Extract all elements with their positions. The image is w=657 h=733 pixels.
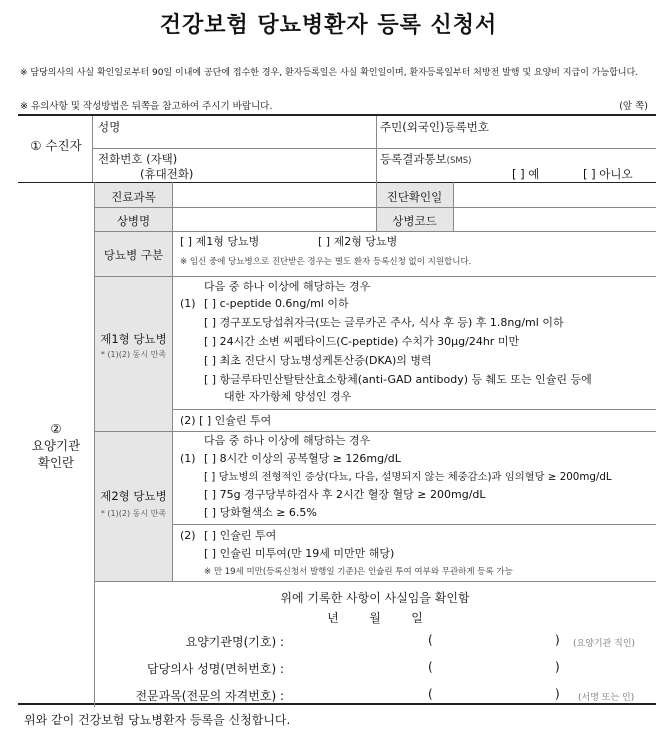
specialty-field[interactable] [436,685,554,701]
type1-item-autoantibody-cont: 대한 자가항체 양성인 경우 [224,390,352,403]
doctor-label: 담당의사 성명(면허번호) : [147,662,284,676]
notice-guide-text: ※ 유의사항 및 작성방법은 뒤쪽을 참고하여 주시기 바랍니다. [20,101,273,112]
notify-sms-label: (SMS) [446,156,472,166]
type2-cond2-number: (2) [180,529,196,542]
application-form [18,114,656,705]
specialty-paren-open: ( [428,687,433,701]
applicant-section-label: ① 수진자 [30,138,82,153]
resident-number-field[interactable] [380,134,650,147]
diabetes-type-label: 당뇨병 구분 [103,248,164,262]
institution-section-label [18,420,94,471]
doctor-field[interactable] [436,658,554,674]
type1-intro: 다음 중 하나 이상에 해당하는 경우 [204,280,371,293]
inst-name-field[interactable] [436,631,554,647]
type1-checkbox[interactable]: [ ] 제1형 당뇨병 [180,235,260,248]
disease-code-field[interactable] [458,210,652,228]
notify-label [380,151,471,167]
type1-item-dka[interactable]: [ ] 최초 진단시 당뇨병성케톤산증(DKA)의 병력 [204,354,432,367]
disease-code-label: 상병코드 [392,214,437,228]
type2-item-no-insulin[interactable]: [ ] 인슐린 미투여(만 19세 미만만 해당) [204,547,395,560]
institution-section-line2: 확인란 [37,455,75,470]
type2-sub-note: * (1)(2) 동시 만족 [100,509,167,518]
notice-guide [20,98,648,112]
page-side-label: (앞 쪽) [619,101,648,112]
type2-item-fasting[interactable]: [ ] 8시간 이상의 공복혈당 ≥ 126mg/dL [204,452,401,465]
type1-item-urine-c-peptide[interactable]: [ ] 24시간 소변 씨펩타이드(C-peptide) 수치가 30μg/24hr 미만 [204,335,520,348]
doctor-paren-close: ) [555,660,560,674]
type2-label: 제2형 당뇨병 [100,489,167,503]
institution-section-number: ② [50,421,62,436]
name-label: 성명 [98,120,121,134]
resident-number-label: 주민(외국인)등록번호 [380,120,489,134]
specialty-paren-close: ) [555,687,560,701]
footer-statement: 위와 같이 건강보험 당뇨병환자 등록을 신청합니다. [24,713,291,727]
notify-no-checkbox[interactable]: [ ] 아니오 [583,167,633,181]
type2-item-ogtt[interactable]: [ ] 75g 경구당부하검사 후 2시간 혈장 혈당 ≥ 200mg/dL [204,488,486,501]
pregnancy-note: ※ 임신 중에 당뇨병으로 진단받은 경우는 별도 환자 등록신청 없이 지원합니다. [180,257,472,267]
type2-item-insulin[interactable]: [ ] 인슐린 투여 [204,529,277,542]
type2-checkbox[interactable]: [ ] 제2형 당뇨병 [318,235,398,248]
confirm-date[interactable]: 년 월 일 [327,611,423,625]
type1-item-glucose-stimulation[interactable]: [ ] 경구포도당섭취자극(또는 글루카곤 주사, 식사 후 등) 후 1.8ng/ml 이하 [204,316,564,329]
type1-item-insulin[interactable]: (2) [ ] 인슐린 투여 [180,414,272,427]
doctor-paren-open: ( [428,660,433,674]
inst-name-label: 요양기관명(기호) : [185,635,284,649]
specialty-label: 전문과목(전문의 자격번호) : [135,689,284,703]
type1-label: 제1형 당뇨병 [100,332,167,346]
sign-note: (서명 또는 인) [578,693,635,703]
form-title: 건강보험 당뇨병환자 등록 신청서 [159,13,498,38]
institution-section-line1: 요양기관 [31,438,81,453]
type2-item-hba1c[interactable]: [ ] 당화혈색소 ≥ 6.5% [204,506,317,519]
type1-cond1-number: (1) [180,297,196,310]
notify-yes-checkbox[interactable]: [ ] 예 [512,167,540,181]
disease-name-field[interactable] [178,210,372,228]
dept-field[interactable] [178,186,372,204]
name-field[interactable] [104,134,370,147]
phone-label: 전화번호 (자택) [98,152,178,166]
mobile-label: (휴대전화) [140,167,194,181]
type2-cond1-number: (1) [180,452,196,465]
notify-label-text: 등록결과통보 [380,152,447,166]
disease-name-label: 상병명 [116,214,151,228]
notice-registration: ※ 담당의사의 사실 확인일로부터 90일 이내에 공단에 접수한 경우, 환자등록일은 사실 확인일이며, 환자등록일부터 처방전 발행 및 요양비 지급이 가능합니다. [20,68,639,78]
diagnosis-date-field[interactable] [458,186,652,204]
inst-name-paren-close: ) [555,633,560,647]
inst-name-paren-open: ( [428,633,433,647]
dept-label: 진료과목 [111,190,156,204]
type2-item-symptoms[interactable]: [ ] 당뇨병의 전형적인 증상(다뇨, 다음, 설명되지 않는 체중감소)과 임의혈당 ≥ 200mg/dL [204,471,612,483]
diagnosis-date-label: 진단확인일 [386,190,443,204]
seal-note: (요양기관 직인) [573,639,636,649]
type1-sub-note: * (1)(2) 동시 만족 [100,350,167,359]
confirm-statement: 위에 기록한 사항이 사실임을 확인함 [280,591,470,605]
type2-intro: 다음 중 하나 이상에 해당하는 경우 [204,434,371,447]
type1-item-c-peptide[interactable]: [ ] c-peptide 0.6ng/ml 이하 [204,297,349,310]
type2-age-note: ※ 만 19세 미만(등록신청서 발행일 기준)은 인슐린 투여 여부와 무관하게 등록 가능 [204,567,513,577]
type1-item-autoantibody[interactable]: [ ] 항글루타민산탈탄산효소항체(anti-GAD antibody) 등 췌도 또는 인슐린 등에 [204,373,592,386]
